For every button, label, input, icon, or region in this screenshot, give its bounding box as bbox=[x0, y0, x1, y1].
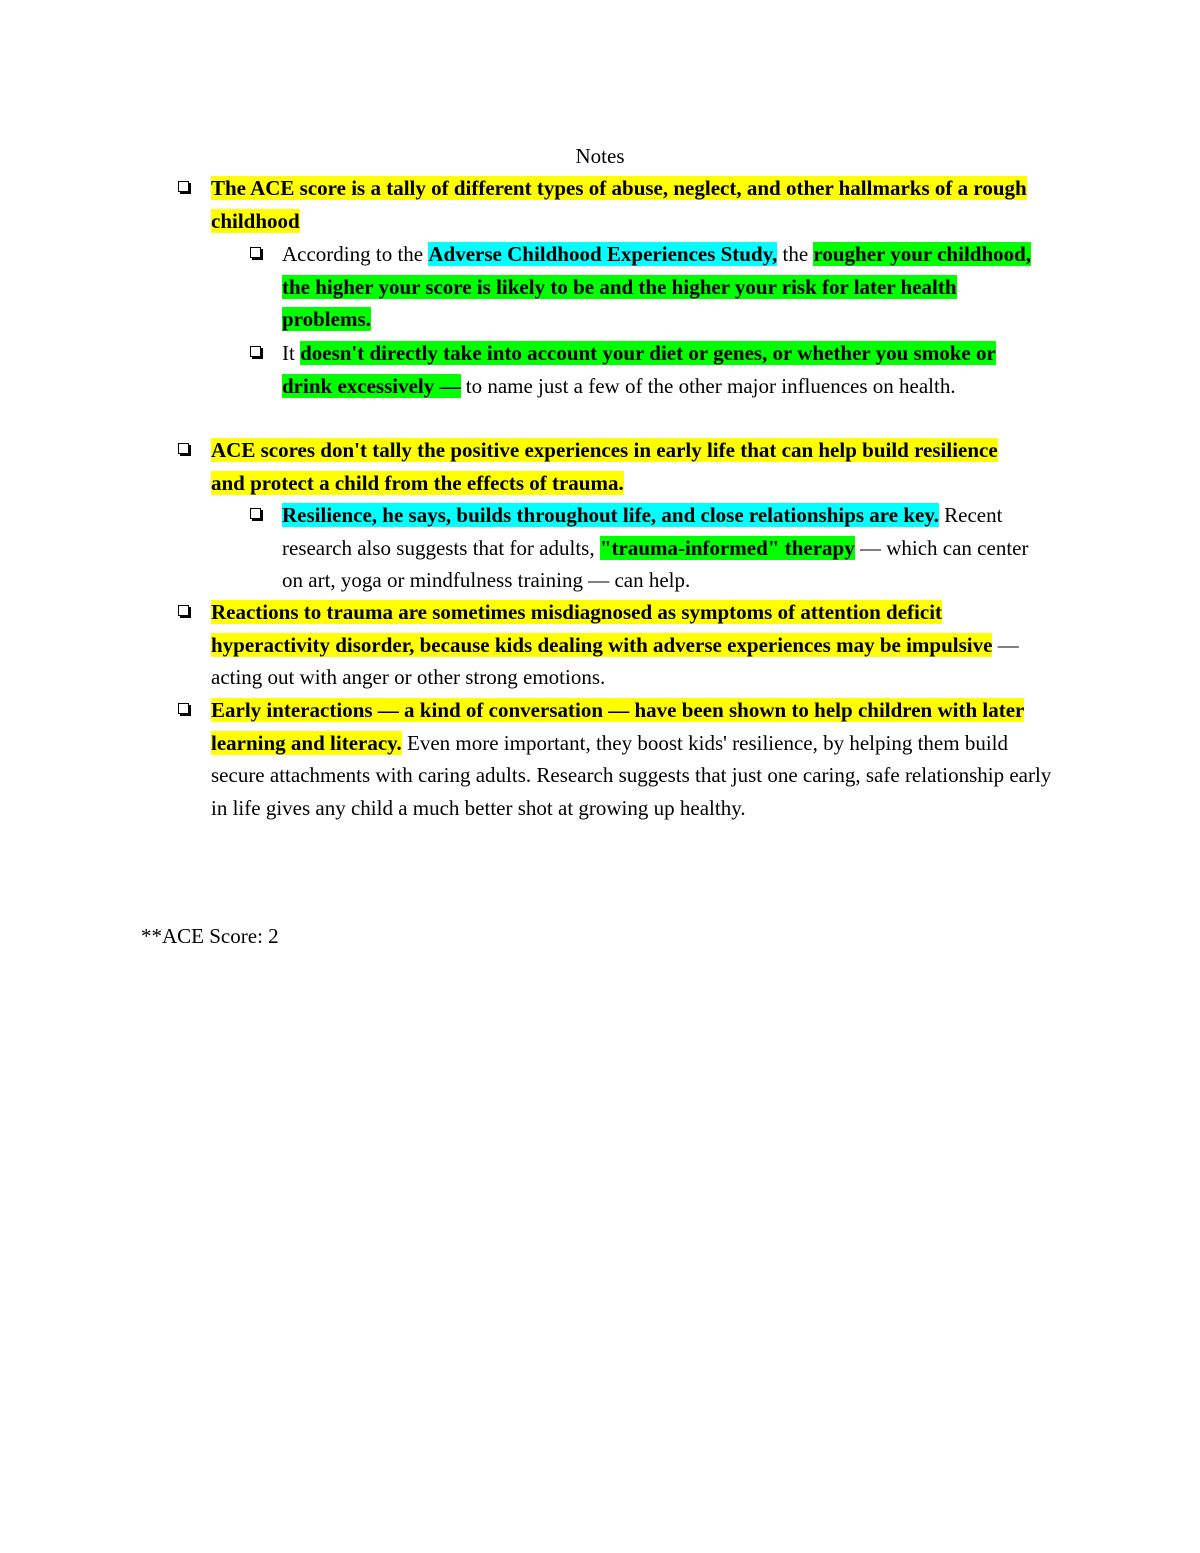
note-subitem-resilience bbox=[282, 499, 1042, 597]
study-name-text: Adverse Childhood Experiences Study, bbox=[428, 242, 778, 266]
note-item-ace-score-definition bbox=[211, 172, 1061, 237]
checkbox-icon bbox=[250, 247, 261, 258]
note-text: The ACE score is a tally of different types of abuse, neglect, and other hallmarks of a rough childhood bbox=[211, 176, 1027, 233]
note-item-early-interactions bbox=[211, 694, 1061, 824]
note-text-highlighted: doesn't directly take into account your diet or genes, or whether you smoke or drink excessively — bbox=[282, 341, 996, 398]
note-item-positive-experiences bbox=[211, 434, 1021, 499]
note-text: ACE scores don't tally the positive experiences in early life that can help build resilience and protect a child from the effects of trauma. bbox=[211, 438, 998, 495]
therapy-text: "trauma-informed" therapy bbox=[599, 535, 855, 560]
note-text: — which can center on art, yoga or mindfulness training — can help. bbox=[282, 535, 1029, 592]
note-subitem-other-influences bbox=[282, 337, 1042, 402]
page-title: Notes bbox=[575, 144, 625, 168]
checkbox-icon bbox=[178, 703, 189, 714]
note-text-highlighted: Resilience, he says, builds throughout life, and close relationships are key. bbox=[282, 503, 939, 527]
note-text: Reactions to trauma are sometimes misdiagnosed as symptoms of attention deficit hyperactivity disorder, because kids dealing with adverse experiences may be impulsive bbox=[211, 600, 993, 657]
note-subitem-ace-study bbox=[282, 238, 1042, 336]
ace-score-footer: **ACE Score: 2 bbox=[141, 924, 279, 948]
note-item-misdiagnosis bbox=[211, 596, 1051, 694]
checkbox-icon bbox=[250, 346, 261, 357]
note-text-highlighted: rougher your childhood, the higher your score is likely to be and the higher your risk for later health problems. bbox=[282, 242, 1032, 331]
note-text: to name just a few of the other major influences on health. bbox=[460, 373, 956, 398]
note-text: It bbox=[282, 341, 301, 365]
checkbox-icon bbox=[250, 508, 261, 519]
note-text: the bbox=[777, 242, 814, 266]
checkbox-icon bbox=[178, 605, 189, 616]
note-text: Recent research also suggests that for adults, bbox=[282, 503, 1003, 560]
note-text: — acting out with anger or other strong emotions. bbox=[211, 632, 1019, 689]
note-text: Early interactions — a kind of conversation — have been shown to help children with later learning and literacy. bbox=[211, 698, 1025, 755]
checkbox-icon bbox=[178, 443, 189, 454]
note-text: According to the bbox=[282, 242, 429, 266]
note-text: Even more important, they boost kids' resilience, by helping them build secure attachments with caring adults. Research suggests that just one caring, safe relationship early in life gives any child a much better shot at growing up healthy. bbox=[211, 730, 1052, 820]
checkbox-icon bbox=[178, 181, 189, 192]
